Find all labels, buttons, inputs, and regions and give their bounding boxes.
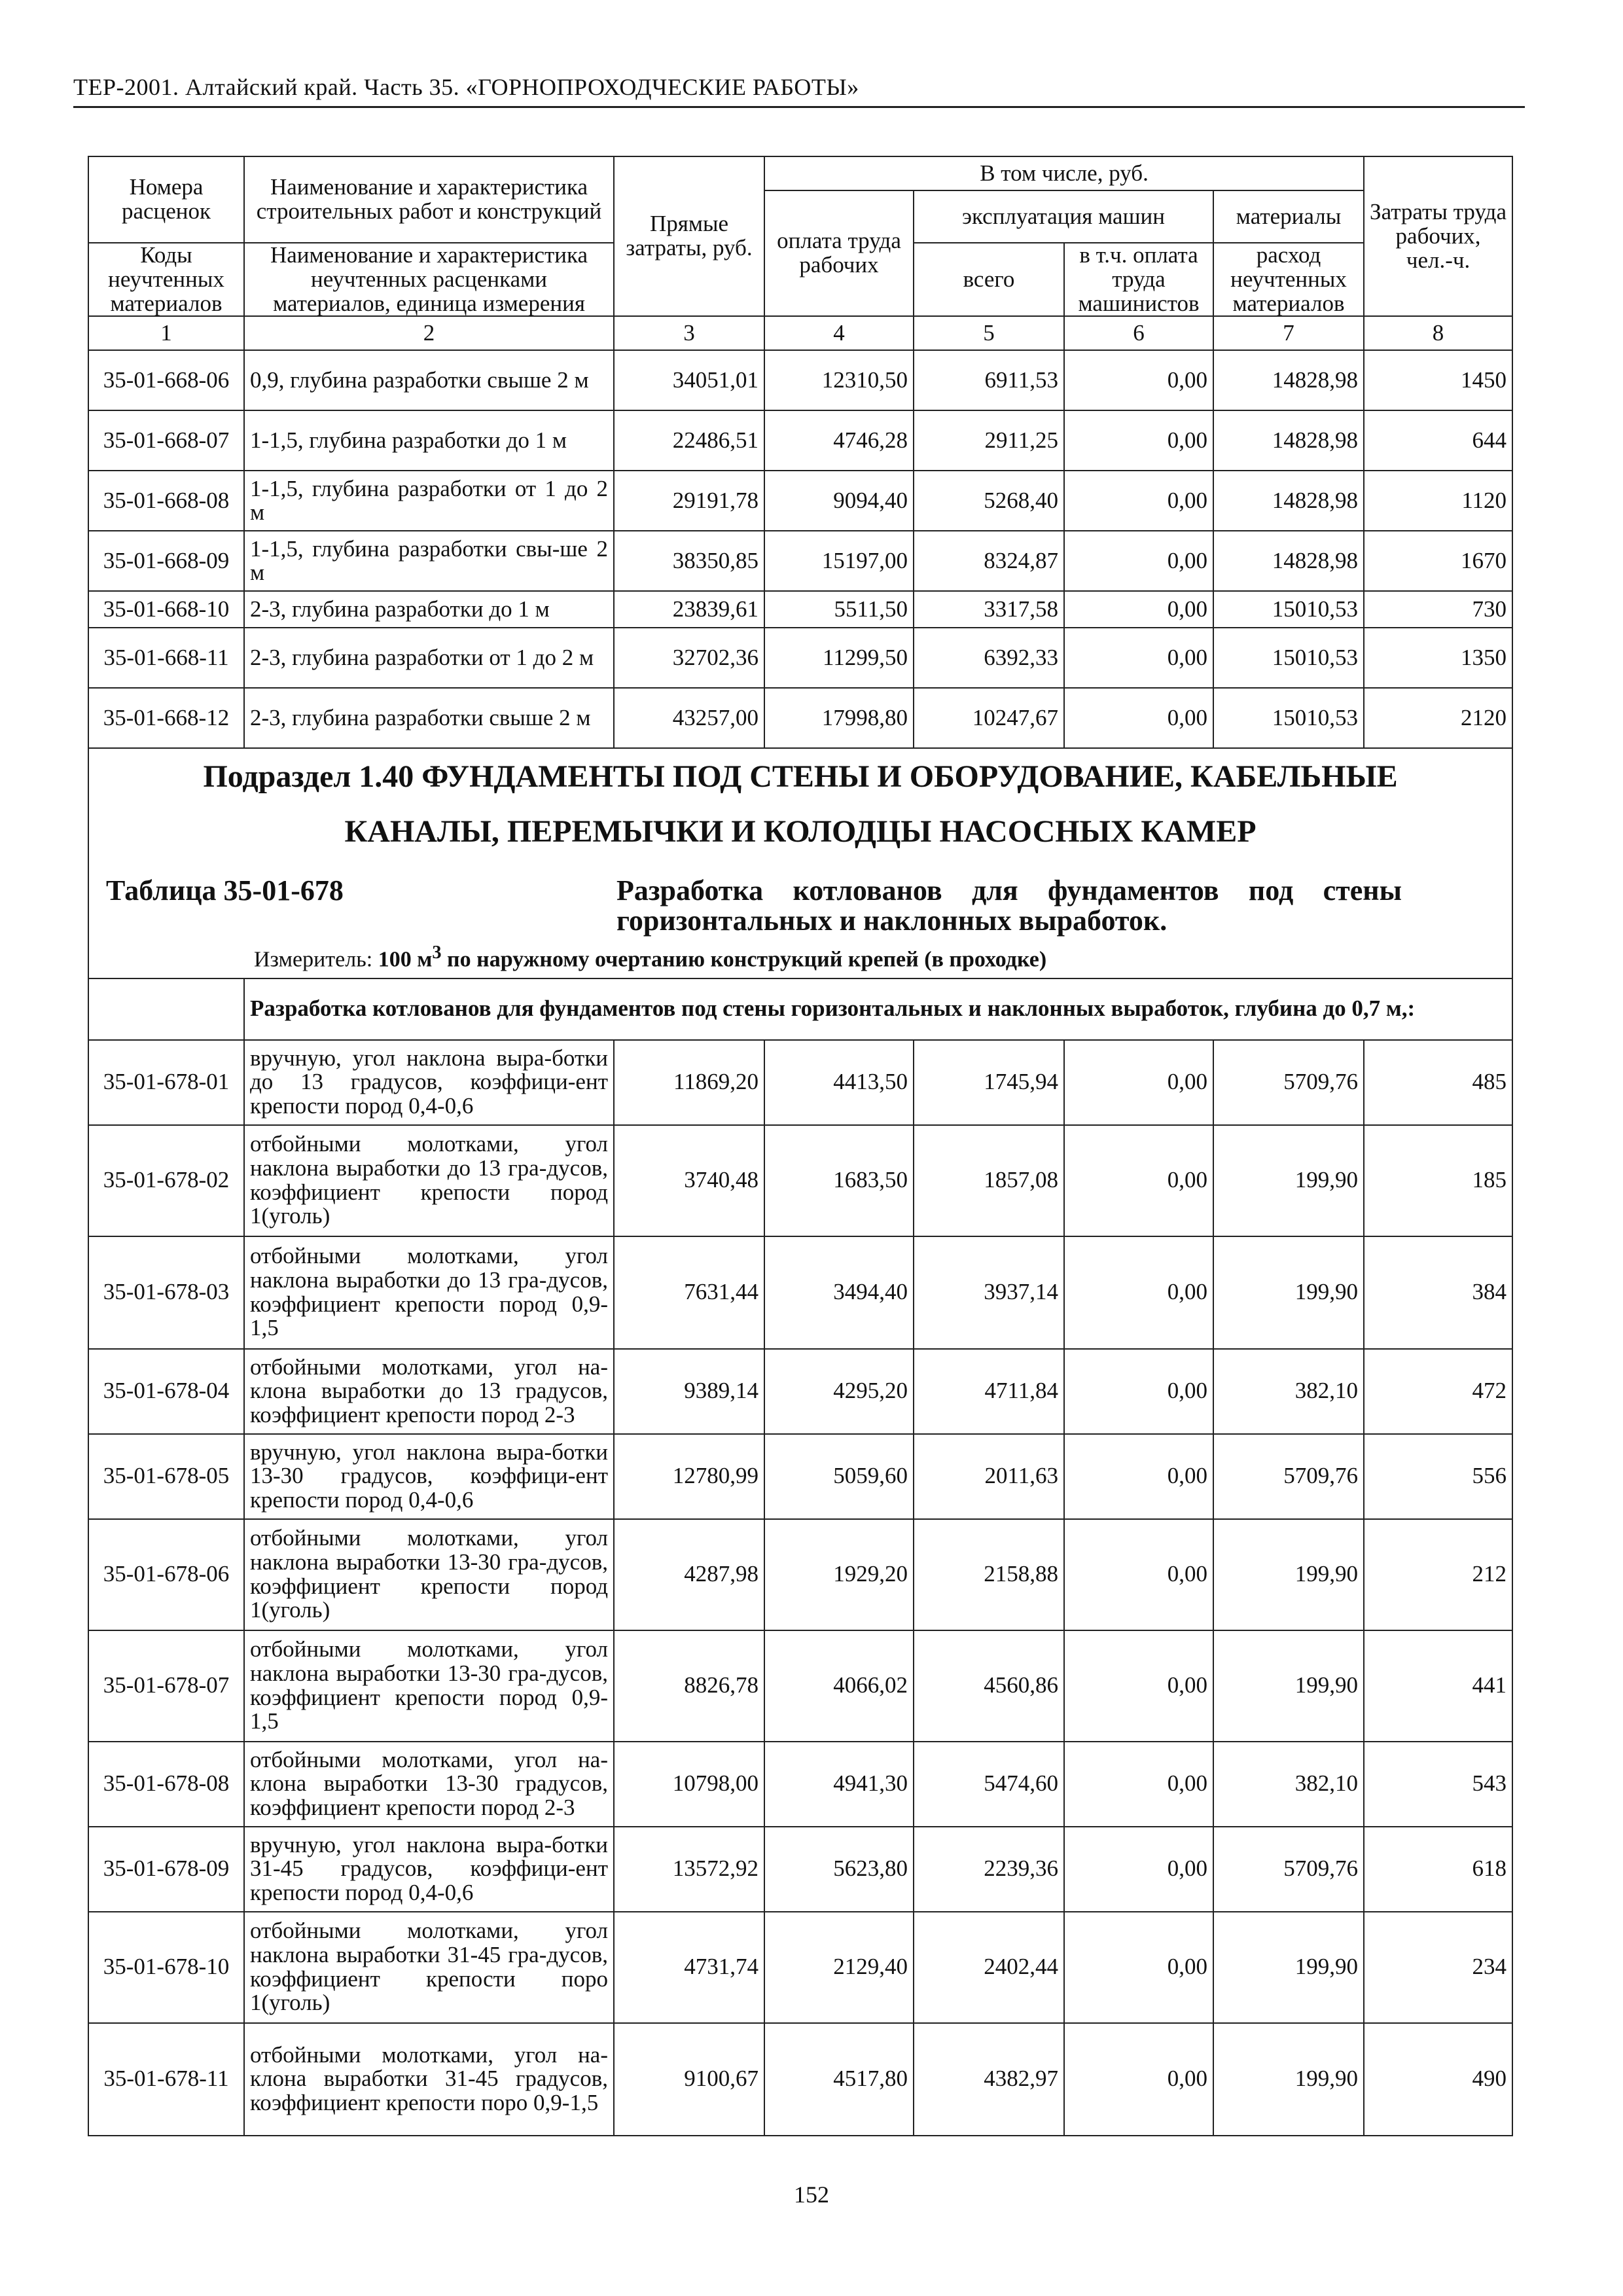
labor-hours: 1120	[1364, 471, 1512, 531]
labor-cost: 4413,50	[764, 1040, 914, 1125]
work-description: отбойными молотками, угол на-клона выработки 31-45 градусов, коэффициент крепости поро 0,9-1,5	[244, 2023, 614, 2136]
section-row	[88, 748, 1512, 978]
labor-hours: 1450	[1364, 350, 1512, 410]
table-row	[88, 2023, 1512, 2136]
labor-cost: 4941,30	[764, 1742, 914, 1827]
direct-costs: 10798,00	[614, 1742, 764, 1827]
table-row	[88, 471, 1512, 531]
operators-pay: 0,00	[1064, 1434, 1213, 1519]
price-code: 35-01-678-01	[88, 1040, 244, 1125]
operators-pay: 0,00	[1064, 350, 1213, 410]
materials-cost: 15010,53	[1213, 688, 1364, 748]
work-description: 1-1,5, глубина разработки до 1 м	[244, 410, 614, 471]
operators-pay: 0,00	[1064, 1349, 1213, 1434]
materials-cost: 14828,98	[1213, 350, 1364, 410]
direct-costs: 13572,92	[614, 1827, 764, 1912]
table-row	[88, 1236, 1512, 1349]
machines-total: 6911,53	[914, 350, 1064, 410]
operators-pay: 0,00	[1064, 410, 1213, 471]
labor-cost: 5623,80	[764, 1827, 914, 1912]
work-description: отбойными молотками, угол наклона выработки 13-30 гра-дусов, коэффициент крепости пород 1(уголь)	[244, 1519, 614, 1630]
materials-cost: 199,90	[1213, 1236, 1364, 1349]
column-number: 6	[1064, 316, 1213, 350]
materials-cost: 15010,53	[1213, 628, 1364, 688]
labor-hours: 618	[1364, 1827, 1512, 1912]
labor-cost: 17998,80	[764, 688, 914, 748]
measure-label: Измеритель:	[254, 946, 373, 971]
table-row	[88, 1349, 1512, 1434]
direct-costs: 38350,85	[614, 531, 764, 591]
machines-total: 6392,33	[914, 628, 1064, 688]
labor-hours: 556	[1364, 1434, 1512, 1519]
column-number: 7	[1213, 316, 1364, 350]
machines-total: 2011,63	[914, 1434, 1064, 1519]
header-material-names: Наименование и характеристика неучтенных расценками материалов, единица измерения	[244, 243, 614, 316]
price-code: 35-01-678-08	[88, 1742, 244, 1827]
measure-description: по наружному очертанию конструкций крепей (в проходке)	[447, 946, 1047, 971]
labor-cost: 11299,50	[764, 628, 914, 688]
measure-unit	[89, 937, 1512, 978]
direct-costs: 4287,98	[614, 1519, 764, 1630]
page-header: ТЕР-2001. Алтайский край. Часть 35. «ГОРНОПРОХОДЧЕСКИЕ РАБОТЫ»	[73, 74, 859, 100]
labor-hours: 543	[1364, 1742, 1512, 1827]
machines-total: 2158,88	[914, 1519, 1064, 1630]
direct-costs: 43257,00	[614, 688, 764, 748]
materials-cost: 382,10	[1213, 1742, 1364, 1827]
work-description: вручную, угол наклона выра-ботки 31-45 градусов, коэффици-ент крепости пород 0,4-0,6	[244, 1827, 614, 1912]
direct-costs: 9389,14	[614, 1349, 764, 1434]
labor-hours: 185	[1364, 1125, 1512, 1236]
table-heading	[89, 876, 1512, 936]
work-description: 2-3, глубина разработки свыше 2 м	[244, 688, 614, 748]
labor-hours: 490	[1364, 2023, 1512, 2136]
header-work-name: Наименование и характеристика строительных работ и конструкций	[244, 156, 614, 243]
labor-hours: 472	[1364, 1349, 1512, 1434]
price-code: 35-01-678-10	[88, 1912, 244, 2023]
table-row	[88, 410, 1512, 471]
materials-cost: 199,90	[1213, 2023, 1364, 2136]
operators-pay: 0,00	[1064, 1040, 1213, 1125]
materials-cost: 199,90	[1213, 1519, 1364, 1630]
table-row	[88, 1912, 1512, 2023]
table-row	[88, 1630, 1512, 1742]
labor-hours: 234	[1364, 1912, 1512, 2023]
direct-costs: 12780,99	[614, 1434, 764, 1519]
machines-total: 2239,36	[914, 1827, 1064, 1912]
measure-value: 100 м	[378, 946, 433, 971]
work-description: отбойными молотками, угол наклона выработки до 13 гра-дусов, коэффициент крепости пород 1(уголь)	[244, 1125, 614, 1236]
rates-table	[88, 156, 1513, 2136]
operators-pay: 0,00	[1064, 1827, 1213, 1912]
machines-total: 4560,86	[914, 1630, 1064, 1742]
price-code: 35-01-668-09	[88, 531, 244, 591]
work-description: 1-1,5, глубина разработки от 1 до 2 м	[244, 471, 614, 531]
table-row	[88, 531, 1512, 591]
labor-cost: 4295,20	[764, 1349, 914, 1434]
column-number: 5	[914, 316, 1064, 350]
column-number: 1	[88, 316, 244, 350]
header-machines-total: всего	[914, 243, 1064, 316]
work-description: отбойными молотками, угол наклона выработки 13-30 гра-дусов, коэффициент крепости пород 0,9-1,5	[244, 1630, 614, 1742]
price-code: 35-01-678-11	[88, 2023, 244, 2136]
header-rule	[73, 106, 1525, 108]
price-code: 35-01-678-09	[88, 1827, 244, 1912]
operators-pay: 0,00	[1064, 1519, 1213, 1630]
operators-pay: 0,00	[1064, 1742, 1213, 1827]
header-in-that-number: В том числе, руб.	[764, 156, 1364, 190]
labor-cost: 5059,60	[764, 1434, 914, 1519]
machines-total: 1857,08	[914, 1125, 1064, 1236]
labor-cost: 2129,40	[764, 1912, 914, 2023]
table-row	[88, 1827, 1512, 1912]
work-description: отбойными молотками, угол наклона выработки 31-45 гра-дусов, коэффициент крепости поро 1(уголь)	[244, 1912, 614, 2023]
direct-costs: 22486,51	[614, 410, 764, 471]
header-material-codes: Коды неучтенных материалов	[88, 243, 244, 316]
work-description: 0,9, глубина разработки свыше 2 м	[244, 350, 614, 410]
labor-hours: 730	[1364, 591, 1512, 628]
group-row	[88, 978, 1512, 1040]
price-code: 35-01-678-07	[88, 1630, 244, 1742]
labor-cost: 4517,80	[764, 2023, 914, 2136]
direct-costs: 32702,36	[614, 628, 764, 688]
labor-hours: 1350	[1364, 628, 1512, 688]
machines-total: 5474,60	[914, 1742, 1064, 1827]
operators-pay: 0,00	[1064, 591, 1213, 628]
materials-cost: 199,90	[1213, 1912, 1364, 2023]
direct-costs: 11869,20	[614, 1040, 764, 1125]
materials-cost: 15010,53	[1213, 591, 1364, 628]
table-row	[88, 350, 1512, 410]
machines-total: 8324,87	[914, 531, 1064, 591]
machines-total: 4711,84	[914, 1349, 1064, 1434]
labor-hours: 212	[1364, 1519, 1512, 1630]
machines-total: 5268,40	[914, 471, 1064, 531]
table-row	[88, 1434, 1512, 1519]
machines-total: 3317,58	[914, 591, 1064, 628]
section-title-line-1: Подраздел 1.40 ФУНДАМЕНТЫ ПОД СТЕНЫ И ОБОРУДОВАНИЕ, КАБЕЛЬНЫЕ	[203, 759, 1398, 795]
operators-pay: 0,00	[1064, 688, 1213, 748]
materials-cost: 5709,76	[1213, 1827, 1364, 1912]
price-code: 35-01-668-07	[88, 410, 244, 471]
operators-pay: 0,00	[1064, 628, 1213, 688]
labor-hours: 2120	[1364, 688, 1512, 748]
materials-cost: 5709,76	[1213, 1434, 1364, 1519]
materials-cost: 14828,98	[1213, 471, 1364, 531]
group-code-cell	[88, 978, 244, 1040]
section-title-line-2: КАНАЛЫ, ПЕРЕМЫЧКИ И КОЛОДЦЫ НАСОСНЫХ КАМЕР	[344, 814, 1257, 850]
machines-total: 2911,25	[914, 410, 1064, 471]
direct-costs: 9100,67	[614, 2023, 764, 2136]
machines-total: 2402,44	[914, 1912, 1064, 2023]
materials-cost: 199,90	[1213, 1125, 1364, 1236]
header-labor-hours: Затраты труда рабочих, чел.-ч.	[1364, 156, 1512, 316]
direct-costs: 8826,78	[614, 1630, 764, 1742]
price-code: 35-01-678-05	[88, 1434, 244, 1519]
labor-hours: 384	[1364, 1236, 1512, 1349]
materials-cost: 382,10	[1213, 1349, 1364, 1434]
table-title: Разработка котлованов для фундаментов под стены горизонтальных и наклонных выработок.	[616, 874, 1402, 937]
group-note: Разработка котлованов для фундаментов под стены горизонтальных и наклонных выработок, глубина до 0,7 м,:	[244, 978, 1512, 1040]
work-description: вручную, угол наклона выра-ботки до 13 градусов, коэффици-ент крепости пород 0,4-0,6	[244, 1040, 614, 1125]
machines-total: 1745,94	[914, 1040, 1064, 1125]
header-incl-operators: в т.ч. оплата труда машинистов	[1064, 243, 1213, 316]
labor-cost: 5511,50	[764, 591, 914, 628]
table-row	[88, 688, 1512, 748]
header-labor-cost: оплата труда рабочих	[764, 190, 914, 316]
work-description: отбойными молотками, угол на-клона выработки до 13 градусов, коэффициент крепости пород 2-3	[244, 1349, 614, 1434]
machines-total: 3937,14	[914, 1236, 1064, 1349]
labor-cost: 15197,00	[764, 531, 914, 591]
price-code: 35-01-668-10	[88, 591, 244, 628]
column-number: 8	[1364, 316, 1512, 350]
labor-hours: 644	[1364, 410, 1512, 471]
page-number: 152	[794, 2181, 829, 2208]
labor-hours: 485	[1364, 1040, 1512, 1125]
direct-costs: 4731,74	[614, 1912, 764, 2023]
labor-hours: 441	[1364, 1630, 1512, 1742]
table-row	[88, 1125, 1512, 1236]
labor-cost: 12310,50	[764, 350, 914, 410]
operators-pay: 0,00	[1064, 531, 1213, 591]
materials-cost: 199,90	[1213, 1630, 1364, 1742]
measure-exponent: 3	[432, 942, 442, 963]
direct-costs: 34051,01	[614, 350, 764, 410]
work-description: 2-3, глубина разработки от 1 до 2 м	[244, 628, 614, 688]
work-description: вручную, угол наклона выра-ботки 13-30 градусов, коэффици-ент крепости пород 0,4-0,6	[244, 1434, 614, 1519]
work-description: отбойными молотками, угол наклона выработки до 13 гра-дусов, коэффициент крепости пород 0,9-1,5	[244, 1236, 614, 1349]
machines-total: 4382,97	[914, 2023, 1064, 2136]
work-description: 2-3, глубина разработки до 1 м	[244, 591, 614, 628]
direct-costs: 3740,48	[614, 1125, 764, 1236]
table-row	[88, 1519, 1512, 1630]
operators-pay: 0,00	[1064, 2023, 1213, 2136]
operators-pay: 0,00	[1064, 1236, 1213, 1349]
price-code: 35-01-678-03	[88, 1236, 244, 1349]
work-description: отбойными молотками, угол на-клона выработки 13-30 градусов, коэффициент крепости пород 2-3	[244, 1742, 614, 1827]
table-row	[88, 628, 1512, 688]
materials-cost: 5709,76	[1213, 1040, 1364, 1125]
column-number-row	[88, 316, 1512, 350]
operators-pay: 0,00	[1064, 471, 1213, 531]
materials-cost: 14828,98	[1213, 410, 1364, 471]
labor-cost: 4746,28	[764, 410, 914, 471]
column-number: 2	[244, 316, 614, 350]
column-number: 4	[764, 316, 914, 350]
operators-pay: 0,00	[1064, 1912, 1213, 2023]
header-machines: эксплуатация машин	[914, 190, 1213, 243]
work-description: 1-1,5, глубина разработки свы-ше 2 м	[244, 531, 614, 591]
labor-cost: 9094,40	[764, 471, 914, 531]
operators-pay: 0,00	[1064, 1630, 1213, 1742]
price-code: 35-01-668-06	[88, 350, 244, 410]
labor-hours: 1670	[1364, 531, 1512, 591]
direct-costs: 29191,78	[614, 471, 764, 531]
price-code: 35-01-668-11	[88, 628, 244, 688]
price-code: 35-01-678-02	[88, 1125, 244, 1236]
section-header	[88, 748, 1512, 978]
price-code: 35-01-668-08	[88, 471, 244, 531]
price-code: 35-01-668-12	[88, 688, 244, 748]
labor-cost: 1929,20	[764, 1519, 914, 1630]
operators-pay: 0,00	[1064, 1125, 1213, 1236]
materials-cost: 14828,98	[1213, 531, 1364, 591]
table-row	[88, 591, 1512, 628]
header-row-1	[88, 156, 1512, 190]
machines-total: 10247,67	[914, 688, 1064, 748]
table-row	[88, 1742, 1512, 1827]
direct-costs: 7631,44	[614, 1236, 764, 1349]
labor-cost: 4066,02	[764, 1630, 914, 1742]
column-number: 3	[614, 316, 764, 350]
labor-cost: 3494,40	[764, 1236, 914, 1349]
table-row	[88, 1040, 1512, 1125]
header-price-codes: Номера расценок	[88, 156, 244, 243]
header-direct-costs: Прямые затраты, руб.	[614, 156, 764, 316]
header-materials: материалы	[1213, 190, 1364, 243]
price-code: 35-01-678-06	[88, 1519, 244, 1630]
direct-costs: 23839,61	[614, 591, 764, 628]
price-code: 35-01-678-04	[88, 1349, 244, 1434]
table-label: Таблица 35-01-678	[106, 874, 344, 907]
header-unaccounted-materials: расход неучтенных материалов	[1213, 243, 1364, 316]
labor-cost: 1683,50	[764, 1125, 914, 1236]
